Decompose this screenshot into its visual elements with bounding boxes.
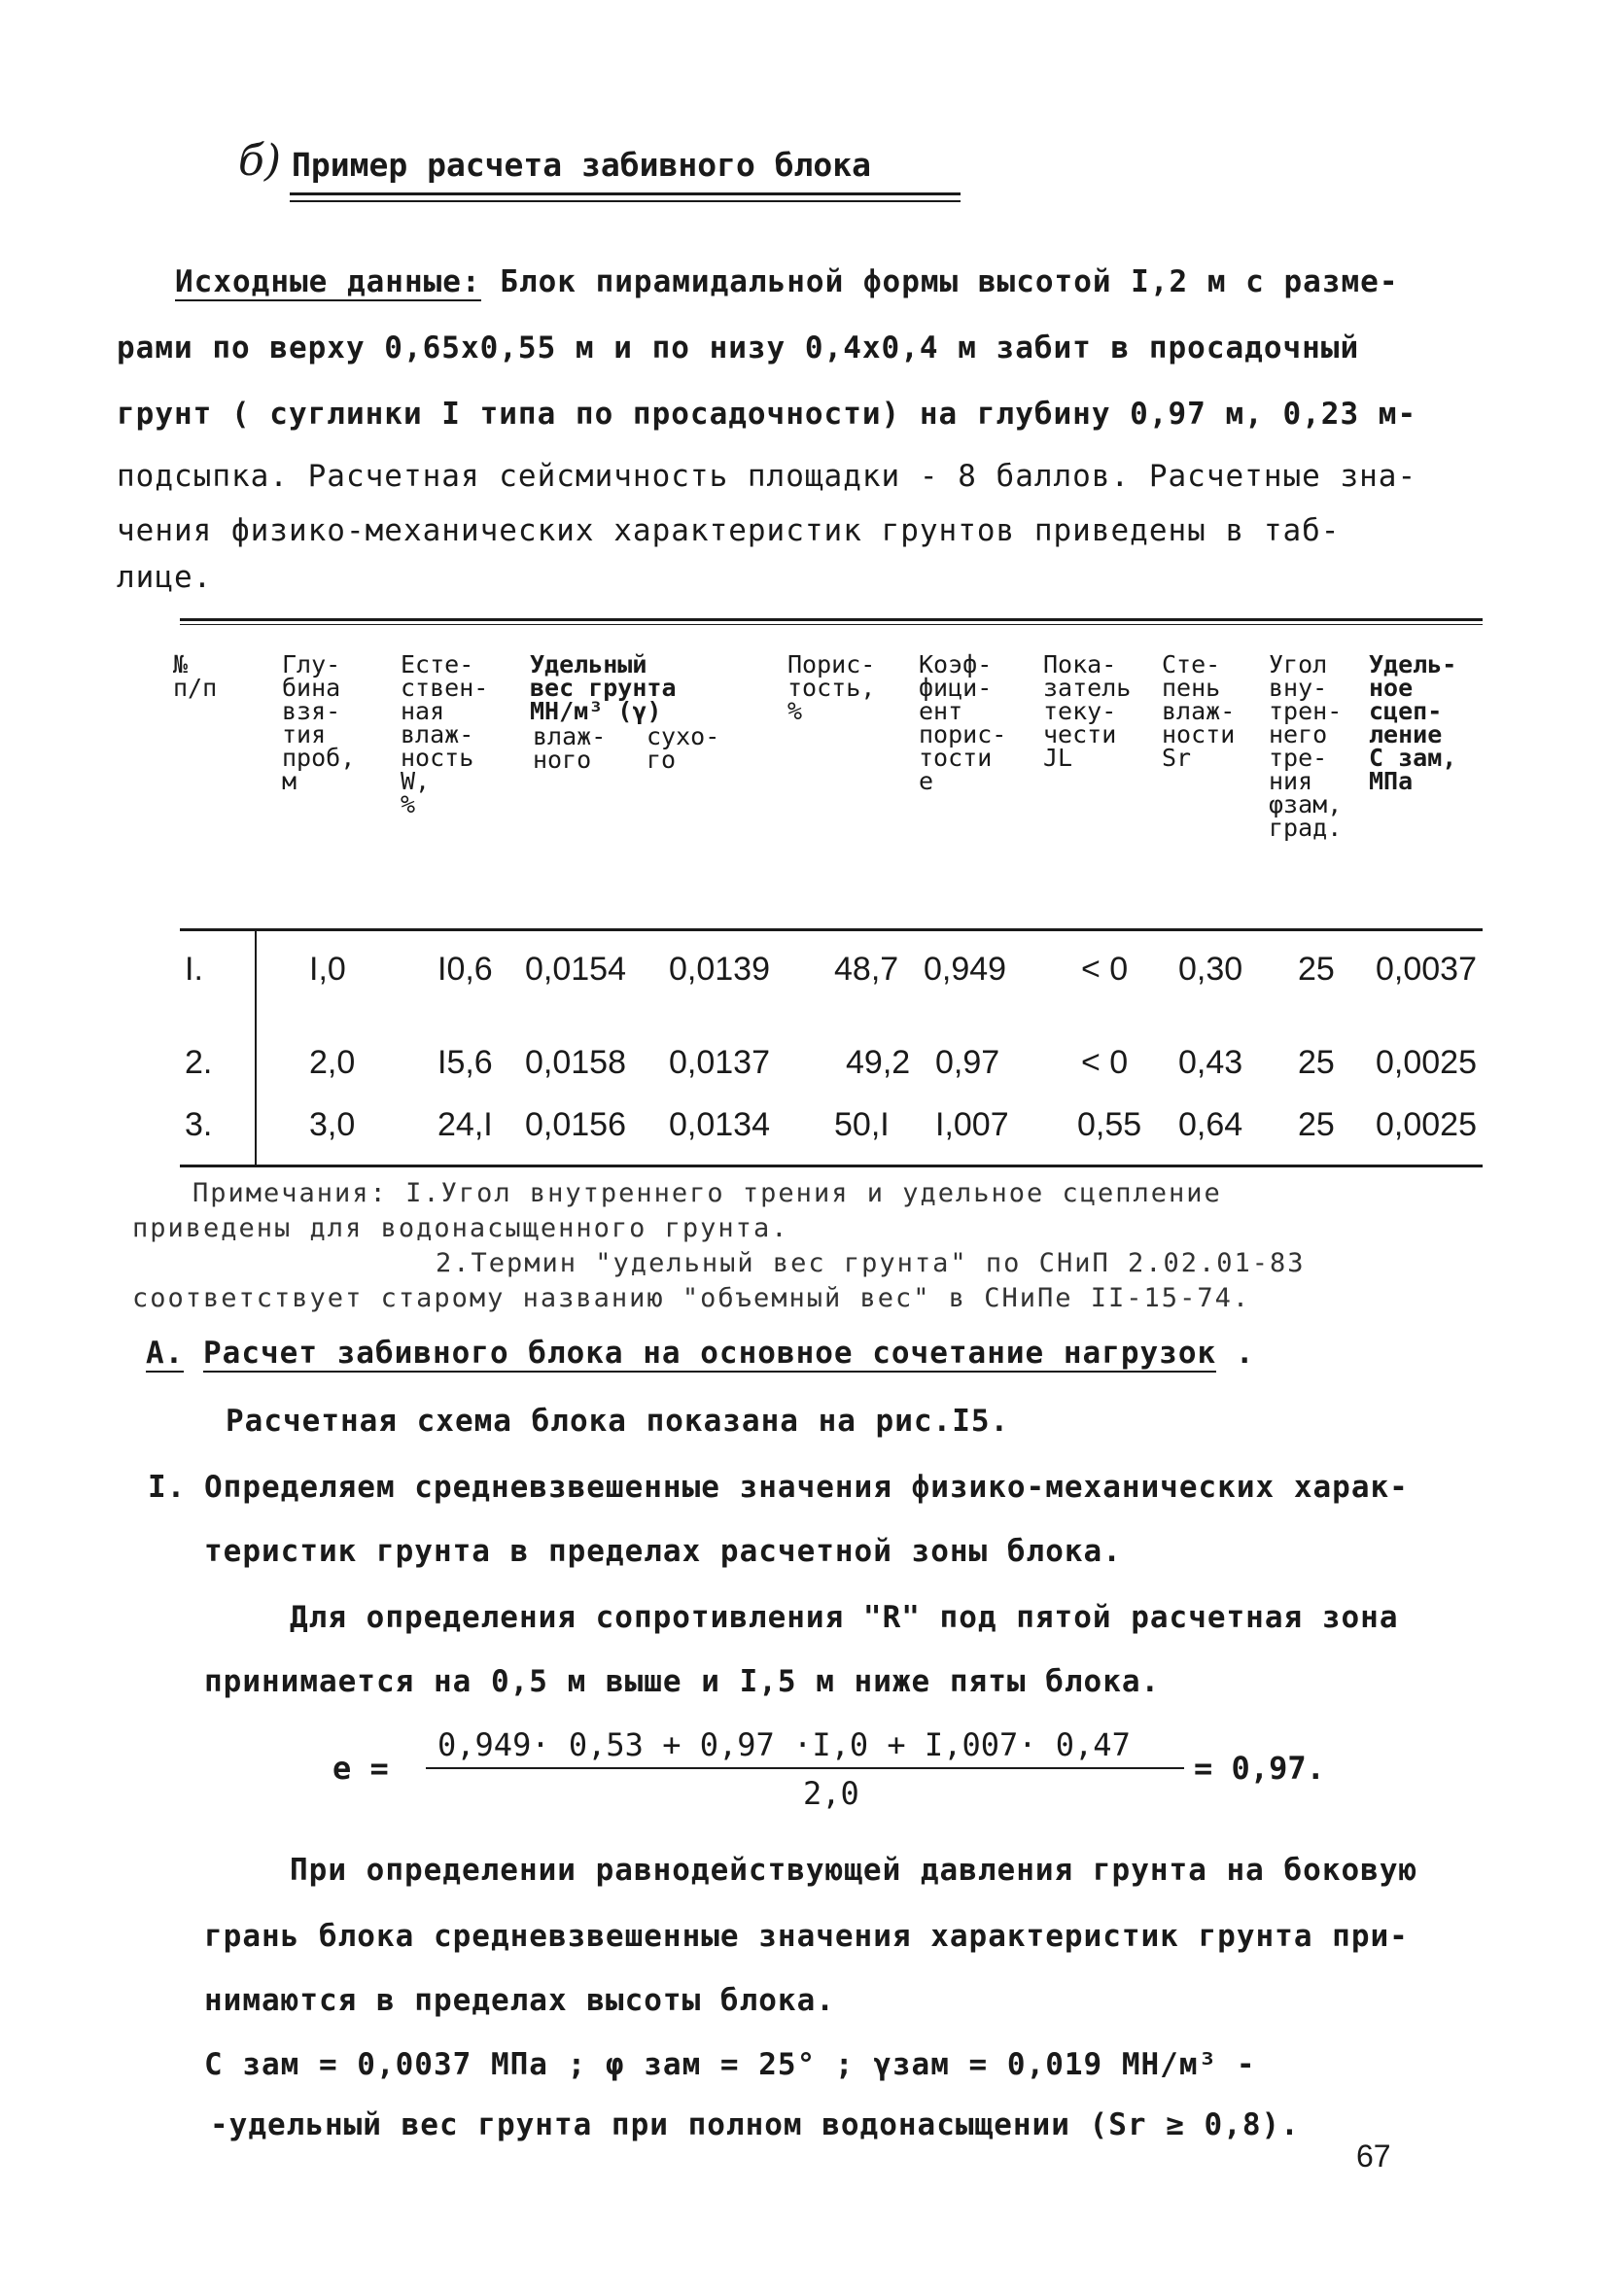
step1-line-1: Определяем средневзвешенные значения физико-механических харак-	[204, 1470, 1409, 1505]
para3-line-2: грань блока средневзвешенные значения характеристик грунта при-	[204, 1919, 1409, 1954]
table-top-rule	[180, 618, 1483, 621]
intro-line-2: рами по верху 0,65х0,55 м и по низу 0,4х0,4 м забит в просадочный	[117, 330, 1360, 365]
note-line-1: Примечания: I.Угол внутреннего трения и удельное сцепление	[192, 1178, 1222, 1208]
cell-porosity: 50,I	[834, 1106, 890, 1143]
cell-unit-weight-wet: 0,0156	[525, 1106, 626, 1143]
table-header-rule	[180, 928, 1483, 931]
cell-porosity: 49,2	[846, 1044, 911, 1081]
cell-void-ratio: 0,949	[924, 951, 1007, 988]
cell-friction-angle: 25	[1298, 1106, 1335, 1143]
intro-line-1-text: Блок пирамидальной формы высотой I,2 м с разме-	[480, 264, 1399, 299]
values-line-2: -удельный вес грунта при полном водонасыщении (Sr ≥ 0,8).	[210, 2107, 1300, 2142]
cell-cohesion: 0,0025	[1376, 1044, 1477, 1081]
cell-num: 3.	[185, 1106, 213, 1143]
cell-liquidity: < 0	[1081, 1044, 1129, 1081]
subsection-heading	[146, 1336, 1255, 1371]
formula-rhs: = 0,97.	[1194, 1750, 1325, 1787]
para2-line-1: Для определения сопротивления "R" под пятой расчетная зона	[290, 1600, 1399, 1635]
header-num: № п/п	[173, 650, 218, 702]
cell-cohesion: 0,0025	[1376, 1106, 1477, 1143]
cell-moisture: I5,6	[437, 1044, 493, 1081]
header-cohesion: Удель- ное сцеп- ление С зам, МПа	[1369, 650, 1457, 795]
table-num-column-rule	[255, 931, 257, 1165]
cell-cohesion: 0,0037	[1376, 951, 1477, 988]
title-underline	[290, 192, 961, 195]
cell-saturation: 0,43	[1178, 1044, 1243, 1081]
cell-unit-weight-wet: 0,0158	[525, 1044, 626, 1081]
note-line-3: 2.Термин "удельный вес грунта" по СНиП 2.02.01-83	[436, 1248, 1306, 1278]
cell-unit-weight-dry: 0,0134	[669, 1106, 770, 1143]
cell-void-ratio: I,007	[935, 1106, 1009, 1143]
subsection-title: Расчет забивного блока на основное сочетание нагрузок	[203, 1336, 1217, 1371]
subsection-end: .	[1235, 1336, 1255, 1371]
cell-unit-weight-dry: 0,0137	[669, 1044, 770, 1081]
cell-liquidity: 0,55	[1077, 1106, 1142, 1143]
header-unit-weight-dry: сухо- го	[647, 722, 720, 774]
section-title: Пример расчета забивного блока	[292, 146, 872, 184]
cell-depth: 3,0	[309, 1106, 356, 1143]
subsection-label: А.	[146, 1336, 185, 1371]
intro-line-1	[175, 264, 1398, 299]
page-number: 67	[1356, 2139, 1391, 2174]
formula-fraction-bar	[426, 1767, 1184, 1769]
table-bottom-rule	[180, 1165, 1483, 1167]
cell-void-ratio: 0,97	[935, 1044, 1000, 1081]
title-underline-2	[290, 200, 961, 202]
formula-denominator: 2,0	[803, 1775, 859, 1812]
header-friction-angle: Угол вну- трен- него тре- ния φзам, град.	[1269, 650, 1343, 842]
header-depth: Глу- бина взя- тия проб, м	[282, 650, 356, 795]
formula-lhs: e =	[332, 1750, 389, 1787]
scheme-text: Расчетная схема блока показана на рис.I5.	[226, 1404, 1010, 1439]
formula-numerator: 0,949· 0,53 + 0,97 ·I,0 + I,007· 0,47	[437, 1726, 1131, 1763]
para2-line-2: принимается на 0,5 м выше и I,5 м ниже пяты блока.	[204, 1664, 1161, 1699]
cell-friction-angle: 25	[1298, 951, 1335, 988]
intro-line-6: лице.	[117, 560, 213, 595]
cell-unit-weight-dry: 0,0139	[669, 951, 770, 988]
cell-moisture: 24,I	[437, 1106, 493, 1143]
step1-line-2: теристик грунта в пределах расчетной зоны блока.	[204, 1534, 1122, 1569]
header-moisture: Есте- ствен- ная влаж- ность W, %	[401, 650, 489, 818]
intro-line-4: подсыпка. Расчетная сейсмичность площадки - 8 баллов. Расчетные зна-	[117, 459, 1417, 494]
cell-liquidity: < 0	[1081, 951, 1129, 988]
note-line-2: приведены для водонасыщенного грунта.	[132, 1213, 789, 1243]
cell-num: 2.	[185, 1044, 213, 1081]
header-liquidity: Пока- затель теку- чести JL	[1043, 650, 1132, 772]
intro-line-5: чения физико-механических характеристик грунтов приведены в таб-	[117, 513, 1341, 548]
cell-saturation: 0,64	[1178, 1106, 1243, 1143]
note-line-4: соответствует старому названию "объемный вес" в СНиПе II-15-74.	[132, 1283, 1251, 1313]
intro-lead: Исходные данные:	[175, 264, 481, 299]
intro-line-3: грунт ( суглинки I типа по просадочности) на глубину 0,97 м, 0,23 м-	[117, 397, 1417, 432]
cell-depth: 2,0	[309, 1044, 356, 1081]
cell-porosity: 48,7	[834, 951, 899, 988]
header-unit-weight-wet: влаж- ного	[533, 722, 607, 774]
table-top-rule-2	[180, 624, 1483, 625]
header-saturation: Сте- пень влаж- ности Sr	[1162, 650, 1236, 772]
values-line: С зам = 0,0037 МПа ; φ зам = 25° ; γзам = 0,019 МН/м³ -	[204, 2047, 1256, 2082]
section-prefix: б)	[238, 136, 282, 186]
header-void-ratio: Коэф- фици- ент порис- тости e	[919, 650, 1007, 795]
step1-number: I.	[148, 1470, 187, 1505]
header-unit-weight: Удельный вес грунта МН/м³ (γ)	[530, 650, 677, 725]
cell-friction-angle: 25	[1298, 1044, 1335, 1081]
cell-moisture: I0,6	[437, 951, 493, 988]
header-porosity: Порис- тость, %	[787, 650, 876, 725]
para3-line-3: нимаются в пределах высоты блока.	[204, 1983, 835, 2018]
cell-unit-weight-wet: 0,0154	[525, 951, 626, 988]
cell-depth: I,0	[309, 951, 346, 988]
cell-saturation: 0,30	[1178, 951, 1243, 988]
cell-num: I.	[185, 951, 203, 988]
para3-line-1: При определении равнодействующей давления грунта на боковую	[290, 1853, 1418, 1888]
